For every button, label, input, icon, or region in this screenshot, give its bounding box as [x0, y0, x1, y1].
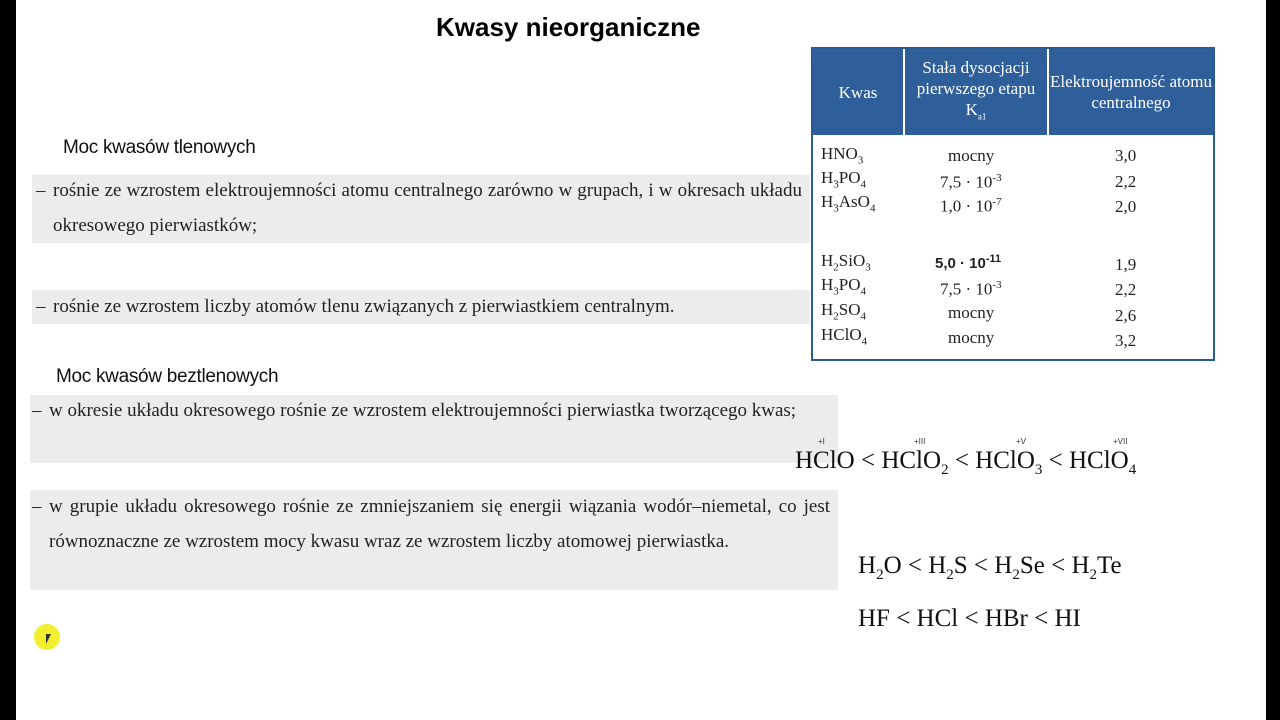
table-cell-acid: $HNO_3$ [821, 144, 864, 167]
page-title: Kwasy nieorganiczne [436, 12, 701, 42]
list-item: – w grupie układu okresowego rośnie ze zmniejszaniem się energii wiązania wodór–niemetal, co jest równoznaczne ze wzrostem mocy kwasu wraz ze wzrostem liczby atomowej pierwiastka. [32, 489, 830, 559]
list-item: – rośnie ze wzrostem elektroujemności atomu centralnego zarówno w grupach, i w okresach układu okresowego pierwiastków; [36, 173, 802, 243]
cursor-arrow-icon [46, 634, 51, 644]
table-cell-en: 2,2 [1115, 172, 1137, 191]
table-cell-en: 2,0 [1115, 197, 1137, 216]
table-header [813, 49, 1213, 135]
table-cell-constant: $5,0 \cdot 10^{-11}$ [935, 253, 1002, 272]
table-cell-acid: $H_3AsO_4$ [821, 192, 876, 215]
table-cell-en: 3,0 [1115, 146, 1137, 165]
list-dash: – [32, 400, 42, 421]
oxidation-state-label: +V [1016, 437, 1027, 446]
section-heading-oxoacids: Moc kwasów tlenowych [63, 137, 256, 158]
table-cell-constant: $7,5 \cdot 10^{-3}$ [940, 279, 1002, 299]
table-cell-acid: $H_2SO_4$ [821, 300, 867, 323]
list-item: – w okresie układu okresowego rośnie ze wzrostem elektroujemności pierwiastka tworzącego kwas; [32, 393, 830, 428]
oxidation-state-label: +III [914, 437, 926, 446]
table-cell-constant: $7,5 \cdot 10^{-3}$ [940, 172, 1002, 192]
oxidation-state-label: +VII [1113, 437, 1128, 446]
list-dash: – [32, 496, 42, 517]
column-header-constant: Stała dysocjacji pierwszego etapu $K_{a1}$ [916, 57, 1036, 122]
column-header-electronegativity: Elektroujemność atomu centralnego [1050, 72, 1212, 112]
list-item: – rośnie ze wzrostem liczby atomów tlenu związanych z pierwiastkiem centralnym. [36, 289, 802, 324]
group17-hydrides-series: HF < HCl < HBr < HI [858, 605, 1081, 632]
column-header-acid: Kwas [838, 82, 878, 102]
group16-hydrides-series: $H_2O < H_2S < H_2Se < H_2Te$ [858, 552, 1122, 583]
list-dash: – [36, 296, 46, 317]
oxidation-state-label: +I [818, 437, 825, 446]
table-cell-acid: $H_2SiO_3$ [821, 251, 871, 274]
table-cell-en: 2,2 [1115, 280, 1137, 299]
table-cell-constant: $1,0 \cdot 10^{-7}$ [940, 196, 1002, 216]
chlorine-oxoacids-series: HClO < HClO$_2$ < HClO$_3$ < HClO$_4$ [795, 447, 1137, 478]
slide [16, 0, 1266, 720]
table-cell-acid: $H_3PO_4$ [821, 275, 867, 298]
acid-table [811, 47, 1215, 361]
table-cell-constant: mocny [948, 303, 995, 322]
list-dash: – [36, 180, 46, 201]
table-cell-acid: HClO$_4$ [821, 325, 868, 348]
section-heading-hydracids: Moc kwasów beztlenowych [56, 366, 279, 387]
table-cell-acid: $H_3PO_4$ [821, 168, 867, 191]
table-cell-constant: mocny [948, 146, 995, 165]
table-cell-en: 3,2 [1115, 331, 1137, 350]
table-cell-constant: mocny [948, 328, 995, 347]
table-cell-en: 2,6 [1115, 306, 1137, 325]
table-cell-en: 1,9 [1115, 255, 1137, 274]
